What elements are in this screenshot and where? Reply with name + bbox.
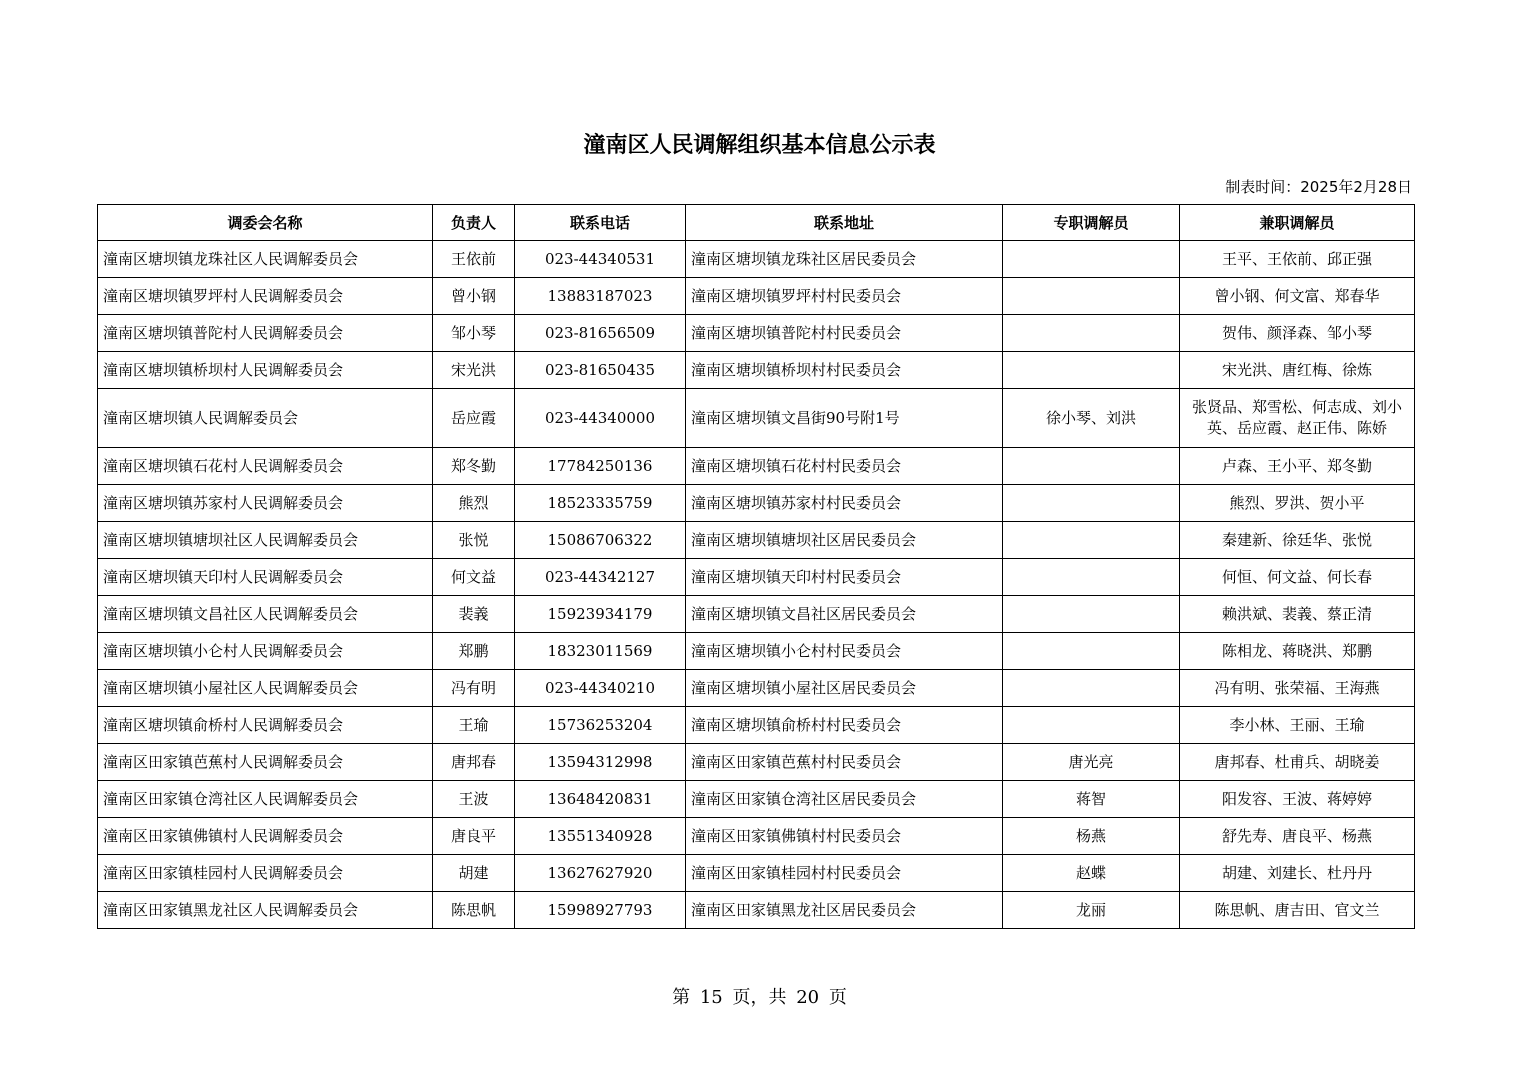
cell-committee-name: 潼南区田家镇桂园村人民调解委员会 xyxy=(98,855,433,892)
cell-phone: 023-44340000 xyxy=(515,389,686,448)
cell-parttime-mediator: 曾小钢、何文富、郑春华 xyxy=(1180,278,1415,315)
cell-fulltime-mediator xyxy=(1003,596,1180,633)
cell-fulltime-mediator xyxy=(1003,241,1180,278)
cell-fulltime-mediator xyxy=(1003,352,1180,389)
cell-parttime-mediator: 何恒、何文益、何长春 xyxy=(1180,559,1415,596)
cell-fulltime-mediator: 蒋智 xyxy=(1003,781,1180,818)
cell-fulltime-mediator: 赵蝶 xyxy=(1003,855,1180,892)
cell-person-in-charge: 张悦 xyxy=(433,522,515,559)
cell-person-in-charge: 王瑜 xyxy=(433,707,515,744)
cell-parttime-mediator: 秦建新、徐廷华、张悦 xyxy=(1180,522,1415,559)
cell-parttime-mediator: 赖洪斌、裴義、蔡正清 xyxy=(1180,596,1415,633)
cell-fulltime-mediator xyxy=(1003,559,1180,596)
cell-committee-name: 潼南区塘坝镇苏家村人民调解委员会 xyxy=(98,485,433,522)
table-row xyxy=(98,559,1415,596)
header-address: 联系地址 xyxy=(686,205,1003,241)
table-row xyxy=(98,892,1415,929)
cell-phone: 023-44340531 xyxy=(515,241,686,278)
cell-phone: 18323011569 xyxy=(515,633,686,670)
cell-parttime-mediator: 陈思帆、唐吉田、官文兰 xyxy=(1180,892,1415,929)
cell-person-in-charge: 裴義 xyxy=(433,596,515,633)
page-number xyxy=(0,983,1519,1009)
cell-phone: 13648420831 xyxy=(515,781,686,818)
cell-person-in-charge: 王波 xyxy=(433,781,515,818)
page-mid: 页，共 xyxy=(732,987,787,1008)
cell-fulltime-mediator: 龙丽 xyxy=(1003,892,1180,929)
table-row xyxy=(98,670,1415,707)
cell-phone: 13594312998 xyxy=(515,744,686,781)
table-body xyxy=(98,241,1415,929)
cell-committee-name: 潼南区田家镇芭蕉村人民调解委员会 xyxy=(98,744,433,781)
table-row xyxy=(98,744,1415,781)
table-row xyxy=(98,633,1415,670)
cell-committee-name: 潼南区塘坝镇塘坝社区人民调解委员会 xyxy=(98,522,433,559)
cell-parttime-mediator: 舒先寿、唐良平、杨燕 xyxy=(1180,818,1415,855)
cell-fulltime-mediator xyxy=(1003,315,1180,352)
cell-parttime-mediator: 陈相龙、蒋晓洪、郑鹏 xyxy=(1180,633,1415,670)
cell-parttime-mediator: 贺伟、颜泽森、邹小琴 xyxy=(1180,315,1415,352)
cell-address: 潼南区塘坝镇塘坝社区居民委员会 xyxy=(686,522,1003,559)
cell-address: 潼南区塘坝镇俞桥村村民委员会 xyxy=(686,707,1003,744)
table-header-row xyxy=(98,205,1415,241)
cell-fulltime-mediator: 唐光亮 xyxy=(1003,744,1180,781)
cell-address: 潼南区塘坝镇文昌街90号附1号 xyxy=(686,389,1003,448)
cell-address: 潼南区田家镇芭蕉村村民委员会 xyxy=(686,744,1003,781)
table-row xyxy=(98,448,1415,485)
cell-address: 潼南区塘坝镇文昌社区居民委员会 xyxy=(686,596,1003,633)
cell-committee-name: 潼南区田家镇仓湾社区人民调解委员会 xyxy=(98,781,433,818)
table-row xyxy=(98,596,1415,633)
table-row xyxy=(98,241,1415,278)
cell-person-in-charge: 唐邦春 xyxy=(433,744,515,781)
cell-address: 潼南区田家镇佛镇村村民委员会 xyxy=(686,818,1003,855)
table-row xyxy=(98,781,1415,818)
table-date: 制表时间：2025年2月28日 xyxy=(1225,178,1412,196)
cell-address: 潼南区塘坝镇苏家村村民委员会 xyxy=(686,485,1003,522)
cell-person-in-charge: 冯有明 xyxy=(433,670,515,707)
cell-address: 潼南区塘坝镇桥坝村村民委员会 xyxy=(686,352,1003,389)
cell-person-in-charge: 郑冬勤 xyxy=(433,448,515,485)
cell-parttime-mediator: 卢森、王小平、郑冬勤 xyxy=(1180,448,1415,485)
cell-committee-name: 潼南区塘坝镇俞桥村人民调解委员会 xyxy=(98,707,433,744)
cell-person-in-charge: 邹小琴 xyxy=(433,315,515,352)
cell-phone: 13627627920 xyxy=(515,855,686,892)
cell-address: 潼南区塘坝镇小屋社区居民委员会 xyxy=(686,670,1003,707)
cell-person-in-charge: 王依前 xyxy=(433,241,515,278)
header-parttime-mediator: 兼职调解员 xyxy=(1180,205,1415,241)
cell-fulltime-mediator xyxy=(1003,522,1180,559)
cell-address: 潼南区田家镇黑龙社区居民委员会 xyxy=(686,892,1003,929)
current-page: 15 xyxy=(699,987,723,1008)
header-person-in-charge: 负责人 xyxy=(433,205,515,241)
table-row xyxy=(98,315,1415,352)
cell-parttime-mediator: 熊烈、罗洪、贺小平 xyxy=(1180,485,1415,522)
page-prefix: 第 xyxy=(672,987,691,1008)
cell-person-in-charge: 郑鹏 xyxy=(433,633,515,670)
page-title: 潼南区人民调解组织基本信息公示表 xyxy=(583,133,936,158)
cell-parttime-mediator: 王平、王依前、邱正强 xyxy=(1180,241,1415,278)
cell-committee-name: 潼南区塘坝镇龙珠社区人民调解委员会 xyxy=(98,241,433,278)
cell-phone: 15923934179 xyxy=(515,596,686,633)
cell-person-in-charge: 宋光洪 xyxy=(433,352,515,389)
cell-committee-name: 潼南区塘坝镇普陀村人民调解委员会 xyxy=(98,315,433,352)
cell-phone: 15736253204 xyxy=(515,707,686,744)
cell-phone: 023-81650435 xyxy=(515,352,686,389)
cell-phone: 15086706322 xyxy=(515,522,686,559)
cell-parttime-mediator: 阳发容、王波、蒋婷婷 xyxy=(1180,781,1415,818)
header-committee-name: 调委会名称 xyxy=(98,205,433,241)
cell-parttime-mediator: 张贤品、郑雪松、何志成、刘小英、岳应霞、赵正伟、陈娇 xyxy=(1180,389,1415,448)
cell-address: 潼南区田家镇桂园村村民委员会 xyxy=(686,855,1003,892)
cell-committee-name: 潼南区塘坝镇天印村人民调解委员会 xyxy=(98,559,433,596)
cell-address: 潼南区塘坝镇小仑村村民委员会 xyxy=(686,633,1003,670)
cell-parttime-mediator: 冯有明、张荣福、王海燕 xyxy=(1180,670,1415,707)
cell-phone: 13551340928 xyxy=(515,818,686,855)
cell-phone: 023-44342127 xyxy=(515,559,686,596)
cell-person-in-charge: 何文益 xyxy=(433,559,515,596)
total-pages: 20 xyxy=(796,987,820,1008)
table-row xyxy=(98,522,1415,559)
cell-committee-name: 潼南区塘坝镇小仑村人民调解委员会 xyxy=(98,633,433,670)
cell-phone: 18523335759 xyxy=(515,485,686,522)
cell-committee-name: 潼南区田家镇佛镇村人民调解委员会 xyxy=(98,818,433,855)
cell-phone: 023-44340210 xyxy=(515,670,686,707)
cell-fulltime-mediator xyxy=(1003,707,1180,744)
cell-person-in-charge: 胡建 xyxy=(433,855,515,892)
mediation-table xyxy=(97,204,1415,929)
cell-phone: 13883187023 xyxy=(515,278,686,315)
cell-fulltime-mediator xyxy=(1003,448,1180,485)
cell-phone: 17784250136 xyxy=(515,448,686,485)
table-row xyxy=(98,352,1415,389)
cell-fulltime-mediator xyxy=(1003,633,1180,670)
cell-person-in-charge: 唐良平 xyxy=(433,818,515,855)
cell-fulltime-mediator xyxy=(1003,485,1180,522)
table-row xyxy=(98,855,1415,892)
cell-committee-name: 潼南区田家镇黑龙社区人民调解委员会 xyxy=(98,892,433,929)
cell-person-in-charge: 曾小钢 xyxy=(433,278,515,315)
cell-address: 潼南区塘坝镇普陀村村民委员会 xyxy=(686,315,1003,352)
table-row xyxy=(98,707,1415,744)
cell-address: 潼南区塘坝镇龙珠社区居民委员会 xyxy=(686,241,1003,278)
cell-fulltime-mediator: 杨燕 xyxy=(1003,818,1180,855)
cell-committee-name: 潼南区塘坝镇石花村人民调解委员会 xyxy=(98,448,433,485)
cell-address: 潼南区塘坝镇罗坪村村民委员会 xyxy=(686,278,1003,315)
cell-person-in-charge: 陈思帆 xyxy=(433,892,515,929)
cell-committee-name: 潼南区塘坝镇人民调解委员会 xyxy=(98,389,433,448)
header-fulltime-mediator: 专职调解员 xyxy=(1003,205,1180,241)
header-phone: 联系电话 xyxy=(515,205,686,241)
cell-committee-name: 潼南区塘坝镇小屋社区人民调解委员会 xyxy=(98,670,433,707)
cell-fulltime-mediator xyxy=(1003,670,1180,707)
cell-phone: 023-81656509 xyxy=(515,315,686,352)
cell-parttime-mediator: 胡建、刘建长、杜丹丹 xyxy=(1180,855,1415,892)
cell-parttime-mediator: 宋光洪、唐红梅、徐炼 xyxy=(1180,352,1415,389)
page-suffix: 页 xyxy=(828,987,847,1008)
cell-fulltime-mediator xyxy=(1003,278,1180,315)
cell-address: 潼南区塘坝镇石花村村民委员会 xyxy=(686,448,1003,485)
table-row xyxy=(98,389,1415,448)
cell-parttime-mediator: 唐邦春、杜甫兵、胡晓姜 xyxy=(1180,744,1415,781)
table-row xyxy=(98,818,1415,855)
cell-committee-name: 潼南区塘坝镇罗坪村人民调解委员会 xyxy=(98,278,433,315)
cell-phone: 15998927793 xyxy=(515,892,686,929)
cell-committee-name: 潼南区塘坝镇桥坝村人民调解委员会 xyxy=(98,352,433,389)
cell-person-in-charge: 熊烈 xyxy=(433,485,515,522)
table-row xyxy=(98,278,1415,315)
cell-address: 潼南区田家镇仓湾社区居民委员会 xyxy=(686,781,1003,818)
cell-committee-name: 潼南区塘坝镇文昌社区人民调解委员会 xyxy=(98,596,433,633)
table-row xyxy=(98,485,1415,522)
cell-address: 潼南区塘坝镇天印村村民委员会 xyxy=(686,559,1003,596)
cell-parttime-mediator: 李小林、王丽、王瑜 xyxy=(1180,707,1415,744)
cell-fulltime-mediator: 徐小琴、刘洪 xyxy=(1003,389,1180,448)
cell-person-in-charge: 岳应霞 xyxy=(433,389,515,448)
